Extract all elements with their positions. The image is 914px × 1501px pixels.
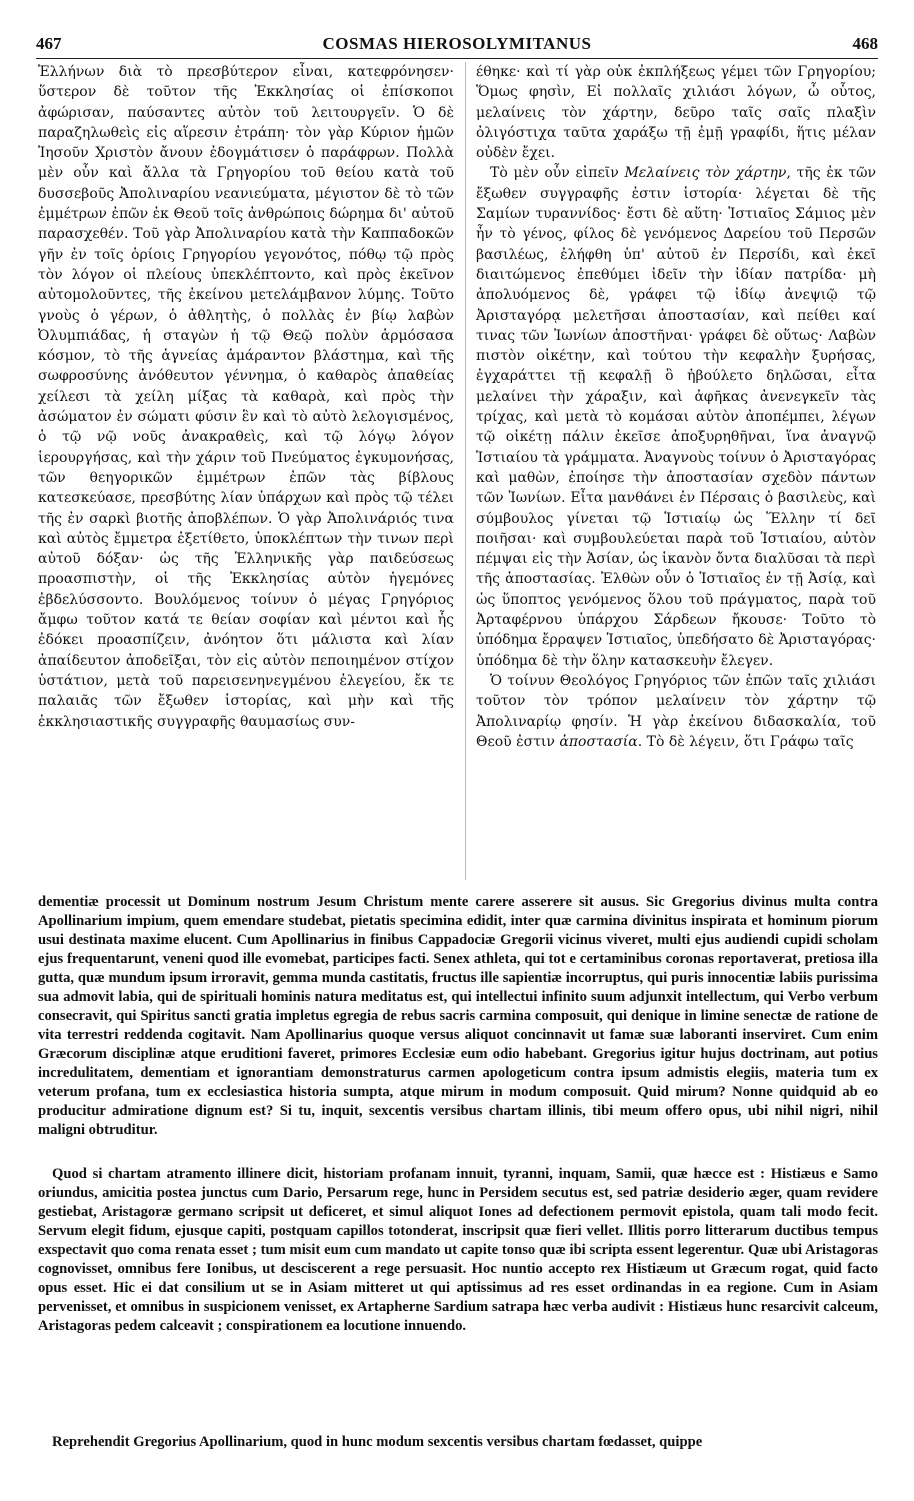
latin-text-3: Reprehendit Gregorius Apollinarium, quod in hunc modum sexcentis versibus chartam fœdasset, quippe — [52, 1434, 703, 1450]
latin-text-1: dementiæ processit ut Dominum nostrum Jesum Christum mente carere asserere sit ausus. Sic Gregorius divinus multa contra Apollinarium impium, quem emendare studebat, pietatis specimina edidit, inter quæ carmina divinitus inspirata et hominum piorum usui destinata maxime elucent. Cum Apollinarius in finibus Cappadociæ Gregorii vicinus viveret, multi ejus audiendi cupidi scholam ejus frequentarunt, veneni quod ille evomebat, participes facti. Senex athleta, qui tot e certaminibus coronas reportaverat, pretiosa illa gutta, quæ mundum ipsum irroravit, gemma munda castitatis, fructus ille sapientiæ incorruptus, qui puris innocentiæ labiis purissima sua admovit labia, qui de spirituali hominis natura meditatus est, qui intellectui infinito suum adjunxit intellectum, qui Verbo verbum consecravit, qui Spiritus sancti gratia impletus egregia de rebus sacris carmina composuit, qui denique in limine senectæ de ratione de vita terrestri reddenda cogitavit. Nam Apollinarius quoque versus aliquot concinnavit ut famæ suæ laboranti inserviret. Cum enim Græcorum disciplinæ atque eruditioni faveret, primores Ecclesiæ eum odio habebant. Gregorius igitur hujus doctrinam, aut potius incredulitatem, dementiam et ignorantiam demonstraturus carmen apologeticum contra ipsum admistis elegiis, materia tum ex veterum profana, tum ex ecclesiastica historia sumpta, atque mirum in modum composuit. Quid mirum? Nonne quidquid ab eo producitur admiratione dignum est? Si tu, inquit, sexcentis versibus chartam illinis, tibi meum offero opus, ubi nihil nigri, nihil maligni obtruditur. — [38, 894, 878, 1138]
page-number-left: 467 — [36, 34, 62, 53]
greek-right-p3-post: . Τὸ δὲ λέγειν, ὅτι Γράφω ταῖς — [637, 733, 854, 750]
latin-paragraph-1 — [38, 893, 878, 1140]
greek-right-paragraph-1: έθηκε· καὶ τί γὰρ οὐκ ἐκπλήξεως γέμει τῶν Γρηγορίου; Ὅμως φησὶν, Εἰ πολλαῖς χιλιάσι λόγων, ὦ οὗτος, μελαίνεις τὸν χάρτην, δεῦρο ταῖς σαῖς πλαξὶν ὀλιγόστιχα ταῦτα χαράξω τῇ ἐμῇ γραφίδι, ἥτις μέλαν οὐδὲν ἔχει. — [476, 64, 876, 162]
column-divider — [465, 62, 466, 880]
latin-paragraph-3 — [38, 1433, 878, 1452]
greek-right-p3-pre: Ὁ τοίνυν Θεολόγος Γρηγόριος τῶν ἐπῶν ταῖς χιλιάσι τοῦτον τὸν τρόπον μελαίνειν τὸν χάρτην τῷ Ἀπολιναρίῳ φησίν. Ἡ γὰρ ἐκείνου διδασκαλία, τοῦ Θεοῦ ἐστιν — [476, 672, 876, 750]
greek-right-p2-post: , τῆς ἐκ τῶν ἔξωθεν συγγραφῆς ἐστιν ἱστορία· λέγεται δὲ τῆς Σαμίων τυραννίδος· ἔστι δὲ αὕτη· Ἱστιαῖος Σάμιος μὲν ἦν τὸ γένος, φίλος δὲ γενόμενος Δαρείου τοῦ Περσῶν βασιλέως, ἐλήφθη ὑπ' αὐτοῦ ἐν Περσίδι, καὶ ἐκεῖ διαιτώμενος ἐπεθύμει ἰδεῖν τὴν ἰδίαν πατρίδα· μὴ ἀπολυόμενος δὲ, γράφει τῷ ἰδίῳ ἀνεψιῷ τῷ Ἀρισταγόρᾳ μελετῆσαι ἀποστασίαν, καὶ πείθει καί τινας τῶν Ἰωνίων ἀποστῆναι· γράφει δὲ οὕτως· Λαβὼν πιστὸν οἰκέτην, καὶ τούτου τὴν κεφαλὴν ξυρήσας, ἐγχαράττει τῇ κεφαλῇ ὃ ἠβούλετο δηλῶσαι, εἶτα μελαίνει τὴν χάραξιν, καὶ ἀφῆκας ἀνενεγκεῖν τὰς τρίχας, καὶ μετὰ τὸ κομάσαι αὐτὸν ἀποπέμπει, λέγων τῷ οἰκέτῃ πάλιν ἐκεῖσε ἀποξυρηθῆναι, ἵνα ἀναγνῷ Ἱστιαίου τὰ γράμματα. Ἀναγνοὺς τοίνυν ὁ Ἀρισταγόρας καὶ μαθὼν, ἐποίησε τὴν ἀποστασίαν σχεδὸν πάντων τῶν Ἰωνίων. Εἶτα μανθάνει ἐν Πέρσαις ὁ βασιλεὺς, καὶ σύμβουλος γίνεται τῷ Ἱστιαίῳ ὡς Ἕλλην τί δεῖ ποιῆσαι· καὶ συμβουλεύεται παρὰ τοῦ Ἱστιαίου, αὐτὸν πέμψαι εἰς τὴν Ἀσίαν, ὡς ἱκανὸν ὄντα διαλῦσαι τὰ περὶ τῆς ἀποστασίας. Ἐλθὼν οὖν ὁ Ἱστιαῖος ἐν τῇ Ἀσίᾳ, καὶ ὡς ὕποπτος γενόμενος ὅλου τοῦ πράγματος, παρὰ τοῦ Ἀρταφέρνου ὑπάρχου Σάρδεων ἤκουσε· Τοῦτο τὸ ὑπόδημα ἔρραψεν Ἱστιαῖος, ὑπεδήσατο δὲ Ἀρισταγόρας· ὑπόδημα δὲ τὴν ὅλην κατασκευὴν ἔλεγεν. — [476, 165, 877, 669]
greek-right-paragraph-2 — [476, 163, 876, 670]
latin-paragraph-2 — [38, 1165, 878, 1336]
greek-right-p2-quote: Μελαίνεις τὸν χάρτην — [624, 165, 787, 182]
greek-left-paragraph: Ἑλλήνων διὰ τὸ πρεσβύτερον εἶναι, κατεφρόνησεν· ὕστερον δὲ τοῦτον τῆς Ἐκκλησίας οἱ ἐπίσκοποι ἀφώρισαν, παύσαντες αὐτὸν τοῦ λειτουργεῖν. Ὁ δὲ παραζηλωθεὶς εἰς αἵρεσιν ἐτράπη· τὸν γὰρ Κύριον ἡμῶν Ἰησοῦν Χριστὸν ἄνουν ἐδογμάτισεν ὁ παράφρων. Πολλὰ μὲν οὖν καὶ ἄλλα τὰ Γρηγορίου τοῦ θείου κατὰ τοῦ δυσσεβοῦς Ἀπολιναρίου νεανιεύματα, μέγιστον δὲ τὸ τῶν ἐμμέτρων ἐπῶν ἐκ Θεοῦ τοῖς ἀνθρώποις δώρημα δι' αὐτοῦ παρασχεθέν. Τοῦ γὰρ Ἀπολιναρίου κατὰ τὴν Καππαδοκῶν γῆν ἐν τοῖς ὁρίοις Γρηγορίου γεγονότος, πόθῳ τῷ πρὸς τὸν λόγον οἱ πλείους ὑπεκλέπτοντο, καὶ πρὸς ἐκεῖνον αὐτομολοῦντες, τῆς ἐκείνου μετελάμβανον λύμης. Τοῦτο γνοὺς ὁ γέρων, ὁ ἀθλητὴς, ὁ πολλὰς ἐν βίῳ λαβὼν Ὀλυμπιάδας, ἡ σταγὼν ἡ τῷ Θεῷ πολὺν ἁρμόσασα κόσμον, τὸ τῆς ἁγνείας ἀμάραντον βλάστημα, καὶ τῆς σωφροσύνης ἀνόθευτον γέννημα, ὁ καθαρὸς ἀπαθείας χείλεσι τὰ χείλη μίξας τὰ καθαρὰ, καὶ πρὸς τὴν ἀσώματον ἐν σώματι φύσιν ἓν καὶ τὸ αὐτὸ λελογισμένος, ὁ τῷ νῷ νοῦς ἀνακραθεὶς, καὶ τῷ λόγῳ λόγον ἱερουργήσας, καὶ τὴν χάριν τοῦ Πνεύματος ἐγκυμονήσας, τῶν θεηγορικῶν ἐμμέτρων ἐπῶν τὰς βίβλους κατεσκεύασε, πρεσβύτης λίαν ὑπάρχων καὶ πρὸς τῷ τέλει τῆς ἐν σαρκὶ βιοτῆς ἀποβλέπων. Ὁ γὰρ Ἀπολινάριός τινα καὶ αὐτὸς ἔμμετρα ἐξετίθετο, ὑποκλέπτων τὴν τινων περὶ αὐτοῦ δόξαν· ὡς τῆς Ἑλληνικῆς γὰρ παιδεύσεως προασπιστὴν, οἱ τῆς Ἐκκλησίας αὐτὸν ἡγεμόνες ἐβδελύσσοντο. Βουλόμενος τοίνυν ὁ μέγας Γρηγόριος ἄμφω τοῦτον κατά τε θείαν σοφίαν καὶ μέντοι καὶ ἧς ἐδόκει προασπίζειν, ἀνόητον ὅτι μάλιστα καὶ λίαν ἀπαίδευτον ἀποδεῖξαι, τὸν εἰς αὐτὸν πεποιημένον στίχον ὑστάτιον, μετὰ τοῦ παρεισενηνεγμένου ἐλεγείου, ἔκ τε παλαιᾶς τῶν ἔξωθεν ἱστορίας, καὶ μὴν καὶ τῆς ἐκκλησιαστικῆς συγγραφῆς θαυμασίως συν- — [38, 64, 454, 730]
header-rule — [36, 58, 878, 59]
greek-column-left — [38, 62, 454, 732]
page-header — [36, 34, 878, 56]
running-title: COSMAS HIEROSOLYMITANUS — [322, 34, 592, 53]
greek-column-right — [476, 62, 876, 752]
latin-text-2: Quod si chartam atramento illinere dicit, historiam profanam innuit, tyranni, inquam, Samii, quæ hæcce est : Histiæus e Samo oriundus, amicitia postea junctus cum Dario, Persarum rege, hunc in Persidem secutus est, sed patriæ desiderio æger, quam revidere gestiebat, Aristagoræ germano scripsit ut deficeret, et simul aliquot Iones ad defectionem permovit epistola, quam tali modo fecit. Servum elegit fidum, ejusque capiti, postquam capillos totonderat, inscripsit quæ fieri vellet. Illitis porro litterarum ductibus tempus exspectavit quo coma renata esset ; tum misit eum cum mandato ut capite tonso quæ ibi scripta essent legerentur. Quæ ubi Aristagoras cognovisset, omnibus fere Ionibus, ut desciscerent a rege persuasit. Hoc nuntio accepto rex Histiæum ut Græcum rogat, quid facto opus esset. Hic ei dat consilium ut se in Asiam mitteret ut qui aptissimus ad res esset ordinandas in ea regione. Cum in Asiam pervenisset, et omnibus in suspicionem venisset, ex Artapherne Sardium satrapa hæc verba audivit : Histiæus hunc resarcivit calceum, Aristagoras pedem calceavit ; conspirationem ea locutione innuendo. — [38, 1166, 878, 1334]
page-number-right: 468 — [852, 34, 878, 53]
greek-right-paragraph-3 — [476, 671, 876, 752]
greek-right-p2-pre: Τὸ μὲν οὖν εἰπεῖν — [490, 165, 625, 182]
greek-right-p3-em: ἀποστασία — [559, 733, 638, 750]
